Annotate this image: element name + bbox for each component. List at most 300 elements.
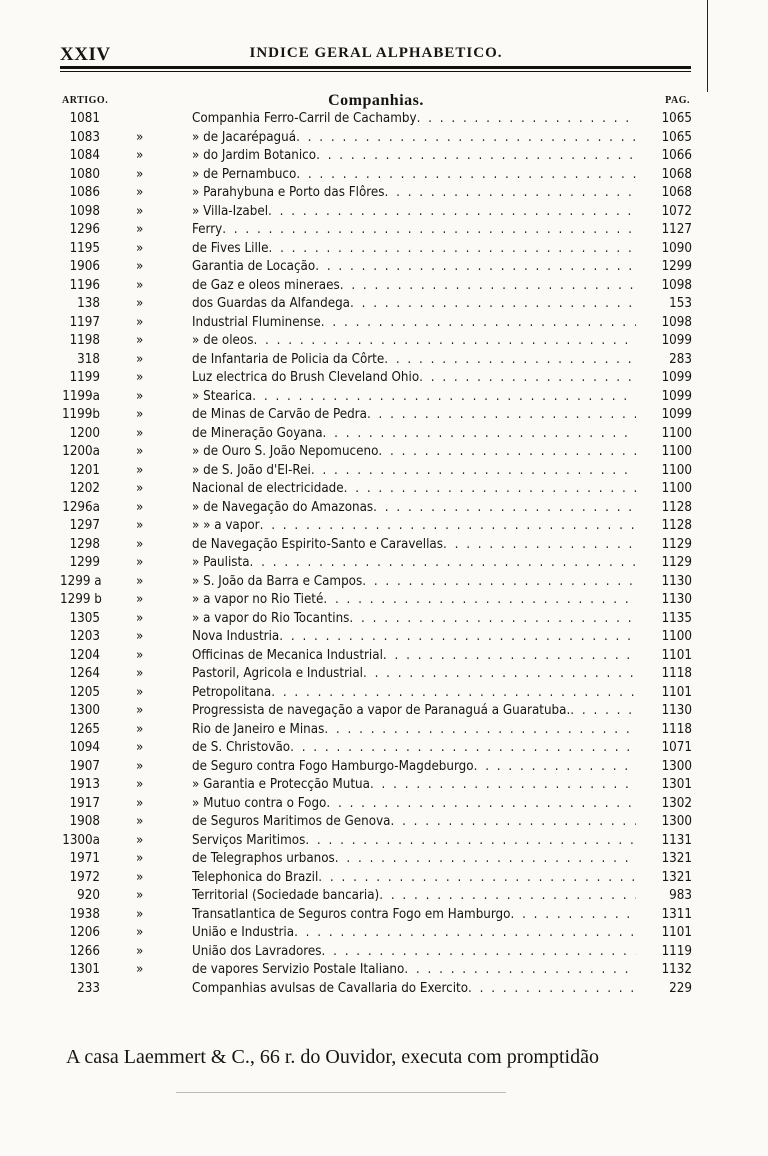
header-rule-thick bbox=[60, 66, 691, 69]
ditto-mark: » bbox=[136, 666, 144, 681]
article-number: 1084 bbox=[69, 148, 100, 163]
entry-text bbox=[192, 388, 636, 407]
ditto-mark: » bbox=[136, 906, 144, 922]
footer-rule bbox=[176, 1092, 506, 1093]
article-number: 1972 bbox=[69, 869, 100, 885]
dot-leader bbox=[363, 665, 636, 684]
dot-leader bbox=[315, 258, 636, 277]
entry-text bbox=[192, 591, 636, 610]
article-number: 318 bbox=[77, 351, 100, 367]
company-name: » a vapor do Rio Tocantins bbox=[192, 610, 350, 626]
index-entry bbox=[60, 425, 692, 444]
dot-leader bbox=[326, 795, 636, 814]
article-number: 1938 bbox=[69, 906, 100, 922]
dot-leader bbox=[340, 277, 636, 296]
index-entry bbox=[60, 499, 692, 518]
dot-leader bbox=[271, 684, 636, 703]
dot-leader bbox=[350, 295, 636, 314]
dot-leader bbox=[296, 166, 636, 185]
article-number: 1196 bbox=[69, 277, 100, 293]
company-name: de Seguro contra Fogo Hamburgo-Magdeburgo bbox=[192, 758, 474, 774]
entry-text bbox=[192, 739, 636, 758]
entry-text bbox=[192, 795, 636, 814]
dot-leader bbox=[379, 887, 636, 906]
company-name: Telephonica do Brazil bbox=[192, 869, 319, 885]
entry-text bbox=[192, 906, 636, 925]
index-entry bbox=[60, 462, 692, 481]
page-reference: 1130 bbox=[661, 592, 692, 607]
company-name: Territorial (Sociedade bancaria) bbox=[192, 888, 380, 903]
article-number: 1200 bbox=[69, 425, 100, 441]
column-headings bbox=[60, 92, 692, 110]
entry-text bbox=[192, 665, 636, 684]
ditto-mark: » bbox=[136, 444, 144, 459]
entry-text bbox=[192, 980, 636, 999]
entry-text bbox=[192, 443, 636, 462]
ditto-mark: » bbox=[136, 240, 144, 256]
dot-leader bbox=[443, 536, 636, 555]
dot-leader bbox=[367, 406, 636, 425]
dot-leader bbox=[268, 203, 636, 222]
entry-text bbox=[192, 203, 636, 222]
index-entries bbox=[60, 110, 692, 998]
entry-text bbox=[192, 295, 636, 314]
article-number: 1913 bbox=[69, 777, 100, 792]
ditto-mark: » bbox=[136, 370, 144, 385]
page-reference: 1300 bbox=[661, 814, 692, 829]
dot-leader bbox=[253, 332, 636, 351]
article-number: 1195 bbox=[69, 240, 100, 256]
index-entry bbox=[60, 203, 692, 222]
article-number: 1094 bbox=[69, 740, 100, 755]
entry-text bbox=[192, 332, 636, 351]
entry-text bbox=[192, 887, 636, 906]
index-entry bbox=[60, 665, 692, 684]
article-number: 1299 a bbox=[60, 573, 102, 589]
page-reference: 1135 bbox=[661, 610, 692, 626]
ditto-mark: » bbox=[136, 795, 144, 811]
article-number: 1083 bbox=[69, 129, 100, 145]
page-header bbox=[60, 44, 692, 66]
dot-leader bbox=[268, 240, 636, 259]
index-entry bbox=[60, 295, 692, 314]
article-number: 1080 bbox=[69, 166, 100, 182]
ditto-mark: » bbox=[136, 536, 144, 552]
article-number: 1081 bbox=[69, 111, 100, 126]
dot-leader bbox=[321, 314, 636, 333]
publisher-advert: A casa Laemmert & C., 66 r. do Ouvidor, executa com promptidão bbox=[66, 1046, 599, 1068]
article-number: 138 bbox=[77, 296, 100, 311]
ditto-mark: » bbox=[136, 462, 144, 478]
company-name: Nacional de electricidade bbox=[192, 481, 344, 496]
company-name: de Telegraphos urbanos bbox=[192, 851, 335, 866]
ditto-mark: » bbox=[136, 351, 144, 367]
page-reference: 229 bbox=[669, 980, 692, 996]
page-reference: 1068 bbox=[661, 166, 692, 182]
entry-text bbox=[192, 462, 636, 481]
article-number: 1297 bbox=[69, 518, 100, 533]
entry-text bbox=[192, 573, 636, 592]
company-name: de Fives Lille bbox=[192, 240, 269, 256]
index-entry bbox=[60, 961, 692, 980]
article-number: 233 bbox=[77, 980, 100, 996]
entry-text bbox=[192, 480, 636, 499]
article-number: 1299 bbox=[69, 555, 100, 570]
index-entry bbox=[60, 813, 692, 832]
page-reference: 1132 bbox=[661, 962, 692, 977]
ditto-mark: » bbox=[136, 869, 144, 885]
entry-text bbox=[192, 943, 636, 962]
ditto-mark: » bbox=[136, 592, 144, 607]
dot-leader bbox=[349, 610, 636, 629]
dot-leader bbox=[362, 573, 636, 592]
entry-text bbox=[192, 406, 636, 425]
entry-text bbox=[192, 924, 636, 943]
article-number: 1300a bbox=[62, 832, 100, 848]
entry-text bbox=[192, 684, 636, 703]
article-number: 1300 bbox=[69, 703, 100, 718]
entry-text bbox=[192, 850, 636, 869]
dot-leader bbox=[335, 850, 636, 869]
article-number: 1265 bbox=[69, 721, 100, 737]
page-reference: 1131 bbox=[661, 832, 692, 848]
ditto-mark: » bbox=[136, 481, 144, 496]
entry-text bbox=[192, 813, 636, 832]
index-entry bbox=[60, 610, 692, 629]
entry-text bbox=[192, 184, 636, 203]
entry-text bbox=[192, 147, 636, 166]
index-entry bbox=[60, 147, 692, 166]
page-reference: 1099 bbox=[661, 370, 692, 385]
dot-leader bbox=[318, 869, 636, 888]
dot-leader bbox=[250, 554, 636, 573]
index-entry bbox=[60, 795, 692, 814]
entry-text bbox=[192, 776, 636, 795]
page-reference: 1065 bbox=[661, 129, 692, 145]
index-entry bbox=[60, 388, 692, 407]
index-entry bbox=[60, 739, 692, 758]
page-reference: 1101 bbox=[661, 647, 692, 663]
article-number: 1098 bbox=[69, 203, 100, 219]
ditto-mark: » bbox=[136, 832, 144, 848]
article-number: 1305 bbox=[69, 610, 100, 626]
dot-leader bbox=[510, 906, 636, 925]
index-entry bbox=[60, 980, 692, 999]
page-reference: 1100 bbox=[661, 481, 692, 496]
ditto-mark: » bbox=[136, 888, 144, 903]
article-number: 1264 bbox=[69, 666, 100, 681]
entry-text bbox=[192, 647, 636, 666]
ditto-mark: » bbox=[136, 684, 144, 700]
entry-text bbox=[192, 221, 636, 240]
dot-leader bbox=[344, 480, 636, 499]
page-reference: 1127 bbox=[661, 222, 692, 237]
page-reference: 1100 bbox=[661, 425, 692, 441]
company-name: de Minas de Carvão de Pedra bbox=[192, 407, 367, 422]
entry-text bbox=[192, 832, 636, 851]
company-name: União dos Lavradores bbox=[192, 943, 322, 959]
ditto-mark: » bbox=[136, 203, 144, 219]
index-entry bbox=[60, 369, 692, 388]
ditto-mark: » bbox=[136, 314, 144, 330]
company-name: Ferry bbox=[192, 222, 223, 237]
ditto-mark: » bbox=[136, 333, 144, 348]
index-entry bbox=[60, 628, 692, 647]
page-reference: 1299 bbox=[661, 259, 692, 274]
page-reference: 283 bbox=[669, 351, 692, 367]
entry-text bbox=[192, 536, 636, 555]
ditto-mark: » bbox=[136, 296, 144, 311]
index-entry bbox=[60, 314, 692, 333]
company-name: Serviços Maritimos bbox=[192, 832, 306, 848]
entry-text bbox=[192, 240, 636, 259]
index-entry bbox=[60, 887, 692, 906]
dot-leader bbox=[384, 351, 636, 370]
ditto-mark: » bbox=[136, 943, 144, 959]
ditto-mark: » bbox=[136, 277, 144, 293]
dot-leader bbox=[252, 388, 636, 407]
page-reference: 1101 bbox=[661, 684, 692, 700]
page-reference: 1128 bbox=[661, 499, 692, 515]
ditto-mark: » bbox=[136, 647, 144, 663]
index-entry bbox=[60, 776, 692, 795]
index-entry bbox=[60, 869, 692, 888]
dot-leader bbox=[570, 702, 636, 721]
entry-text bbox=[192, 425, 636, 444]
index-entry bbox=[60, 277, 692, 296]
dot-leader bbox=[311, 462, 636, 481]
ditto-mark: » bbox=[136, 629, 144, 644]
entry-text bbox=[192, 166, 636, 185]
entry-text bbox=[192, 129, 636, 148]
ditto-mark: » bbox=[136, 555, 144, 570]
dot-leader bbox=[383, 647, 636, 666]
ditto-mark: » bbox=[136, 185, 144, 200]
page-reference: 1100 bbox=[661, 444, 692, 459]
company-name: » Garantia e Protecção Mutua bbox=[192, 777, 370, 792]
dot-leader bbox=[323, 425, 636, 444]
ditto-mark: » bbox=[136, 962, 144, 977]
ditto-mark: » bbox=[136, 740, 144, 755]
index-entry bbox=[60, 684, 692, 703]
index-entry bbox=[60, 480, 692, 499]
entry-text bbox=[192, 314, 636, 333]
company-name: de Gaz e oleos mineraes bbox=[192, 277, 340, 293]
ditto-mark: » bbox=[136, 425, 144, 441]
index-entry bbox=[60, 517, 692, 536]
company-name: » de Navegação do Amazonas bbox=[192, 499, 374, 515]
article-number: 1202 bbox=[69, 481, 100, 496]
entry-text bbox=[192, 869, 636, 888]
entry-text bbox=[192, 110, 636, 129]
index-entry bbox=[60, 221, 692, 240]
article-number: 1200a bbox=[62, 444, 100, 459]
dot-leader bbox=[322, 943, 636, 962]
page-reference: 1300 bbox=[661, 758, 692, 774]
page-reference: 1118 bbox=[661, 666, 692, 681]
ditto-mark: » bbox=[136, 407, 144, 422]
article-number: 1199 bbox=[69, 370, 100, 385]
company-name: Luz electrica do Brush Cleveland Ohio bbox=[192, 370, 420, 385]
company-name: » Parahybuna e Porto das Flôres bbox=[192, 185, 385, 200]
dot-leader bbox=[370, 776, 636, 795]
company-name: Industrial Fluminense bbox=[192, 314, 321, 330]
company-name: de Seguros Maritimos de Genova bbox=[192, 814, 391, 829]
page-reference: 1101 bbox=[661, 925, 692, 940]
index-entry bbox=[60, 647, 692, 666]
ditto-mark: » bbox=[136, 166, 144, 182]
ditto-mark: » bbox=[136, 851, 144, 866]
page-reference: 1066 bbox=[661, 148, 692, 163]
article-number: 1299 b bbox=[60, 592, 102, 607]
entry-text bbox=[192, 758, 636, 777]
article-number: 1203 bbox=[69, 629, 100, 644]
company-name: Progressista de navegação a vapor de Paranaguá a Guaratuba. bbox=[192, 703, 571, 718]
page-reference: 1099 bbox=[661, 333, 692, 348]
page-reference: 1068 bbox=[661, 185, 692, 200]
ditto-mark: » bbox=[136, 259, 144, 274]
dot-leader bbox=[324, 721, 636, 740]
article-number: 1201 bbox=[69, 462, 100, 478]
ditto-mark: » bbox=[136, 388, 144, 404]
article-number: 1198 bbox=[69, 333, 100, 348]
article-number: 1205 bbox=[69, 684, 100, 700]
entry-text bbox=[192, 499, 636, 518]
page-reference: 1129 bbox=[661, 536, 692, 552]
entry-text bbox=[192, 258, 636, 277]
page-reference: 1119 bbox=[661, 943, 692, 959]
company-name: Companhia Ferro-Carril de Cachamby bbox=[192, 111, 417, 126]
page-reference: 1301 bbox=[661, 777, 692, 792]
page-reference: 1321 bbox=[661, 869, 692, 885]
page-reference: 1099 bbox=[661, 407, 692, 422]
dot-leader bbox=[316, 147, 636, 166]
ditto-mark: » bbox=[136, 148, 144, 163]
article-number: 1917 bbox=[69, 795, 100, 811]
company-name: » de Ouro S. João Nepomuceno bbox=[192, 444, 379, 459]
company-name: » Stearica bbox=[192, 388, 253, 404]
index-entry bbox=[60, 906, 692, 925]
entry-text bbox=[192, 351, 636, 370]
page-reference: 1100 bbox=[661, 629, 692, 644]
dot-leader bbox=[222, 221, 636, 240]
index-entry bbox=[60, 129, 692, 148]
page-reference: 153 bbox=[669, 296, 692, 311]
entry-text bbox=[192, 277, 636, 296]
index-entry bbox=[60, 758, 692, 777]
company-name: de Infantaria de Policia da Côrte bbox=[192, 351, 385, 367]
company-name: Rio de Janeiro e Minas bbox=[192, 721, 325, 737]
dot-leader bbox=[378, 443, 636, 462]
article-number: 1204 bbox=[69, 647, 100, 663]
company-name: Pastoril, Agricola e Industrial bbox=[192, 666, 363, 681]
article-number: 1971 bbox=[69, 851, 100, 866]
page-reference: 1098 bbox=[661, 277, 692, 293]
index-entry bbox=[60, 591, 692, 610]
company-name: » de oleos bbox=[192, 333, 254, 348]
page-reference: 1118 bbox=[661, 721, 692, 737]
index-entry bbox=[60, 832, 692, 851]
ditto-mark: » bbox=[136, 518, 144, 533]
dot-leader bbox=[373, 499, 636, 518]
running-title: INDICE GERAL ALPHABETICO. bbox=[249, 45, 503, 61]
article-number: 1296a bbox=[62, 499, 100, 515]
dot-leader bbox=[294, 924, 636, 943]
index-entry bbox=[60, 924, 692, 943]
page-reference: 1098 bbox=[661, 314, 692, 330]
ditto-mark: » bbox=[136, 721, 144, 737]
dot-leader bbox=[296, 129, 636, 148]
index-entry bbox=[60, 166, 692, 185]
header-rule-thin bbox=[60, 71, 691, 72]
margin-line bbox=[707, 0, 708, 92]
ditto-mark: » bbox=[136, 573, 144, 589]
article-number: 920 bbox=[77, 888, 100, 903]
company-name: » a vapor no Rio Tieté bbox=[192, 592, 324, 607]
index-entry bbox=[60, 258, 692, 277]
page-reference: 1071 bbox=[661, 740, 692, 755]
article-number: 1197 bbox=[69, 314, 100, 330]
company-name: de vapores Servizio Postale Italiano bbox=[192, 962, 405, 977]
index-entry bbox=[60, 721, 692, 740]
dot-leader bbox=[260, 517, 636, 536]
entry-text bbox=[192, 721, 636, 740]
article-number: 1906 bbox=[69, 259, 100, 274]
dot-leader bbox=[468, 980, 636, 999]
article-number: 1298 bbox=[69, 536, 100, 552]
article-number: 1199b bbox=[61, 407, 100, 422]
entry-text bbox=[192, 369, 636, 388]
entry-text bbox=[192, 554, 636, 573]
dot-leader bbox=[290, 739, 636, 758]
company-name: dos Guardas da Alfandega bbox=[192, 296, 351, 311]
page-reference: 1311 bbox=[661, 906, 692, 922]
article-number: 1199a bbox=[62, 388, 100, 404]
dot-leader bbox=[474, 758, 636, 777]
entry-text bbox=[192, 961, 636, 980]
page-reference: 1130 bbox=[661, 703, 692, 718]
artigo-column-heading: ARTIGO. bbox=[62, 95, 109, 106]
company-name: » » a vapor bbox=[192, 518, 260, 533]
index-entry bbox=[60, 702, 692, 721]
article-number: 1086 bbox=[69, 185, 100, 200]
company-name: Officinas de Mecanica Industrial bbox=[192, 647, 383, 663]
index-entry bbox=[60, 240, 692, 259]
page-reference: 1321 bbox=[661, 851, 692, 866]
company-name: União e Industria bbox=[192, 925, 295, 940]
index-entry bbox=[60, 332, 692, 351]
dot-leader bbox=[279, 628, 636, 647]
page-reference: 1128 bbox=[661, 518, 692, 533]
company-name: de Navegação Espirito-Santo e Caravellas bbox=[192, 536, 443, 552]
dot-leader bbox=[385, 184, 637, 203]
company-name: » Paulista bbox=[192, 555, 250, 570]
dot-leader bbox=[323, 591, 636, 610]
page-reference: 1065 bbox=[661, 111, 692, 126]
article-number: 1907 bbox=[69, 758, 100, 774]
ditto-mark: » bbox=[136, 814, 144, 829]
ditto-mark: » bbox=[136, 758, 144, 774]
page-reference: 1099 bbox=[661, 388, 692, 404]
section-title: Companhias. bbox=[328, 92, 424, 109]
company-name: Companhias avulsas de Cavallaria do Exercito bbox=[192, 980, 469, 996]
company-name: de Mineração Goyana bbox=[192, 425, 323, 441]
company-name: de S. Christovão bbox=[192, 740, 291, 755]
article-number: 1301 bbox=[69, 962, 100, 977]
ditto-mark: » bbox=[136, 925, 144, 940]
ditto-mark: » bbox=[136, 499, 144, 515]
index-entry bbox=[60, 943, 692, 962]
